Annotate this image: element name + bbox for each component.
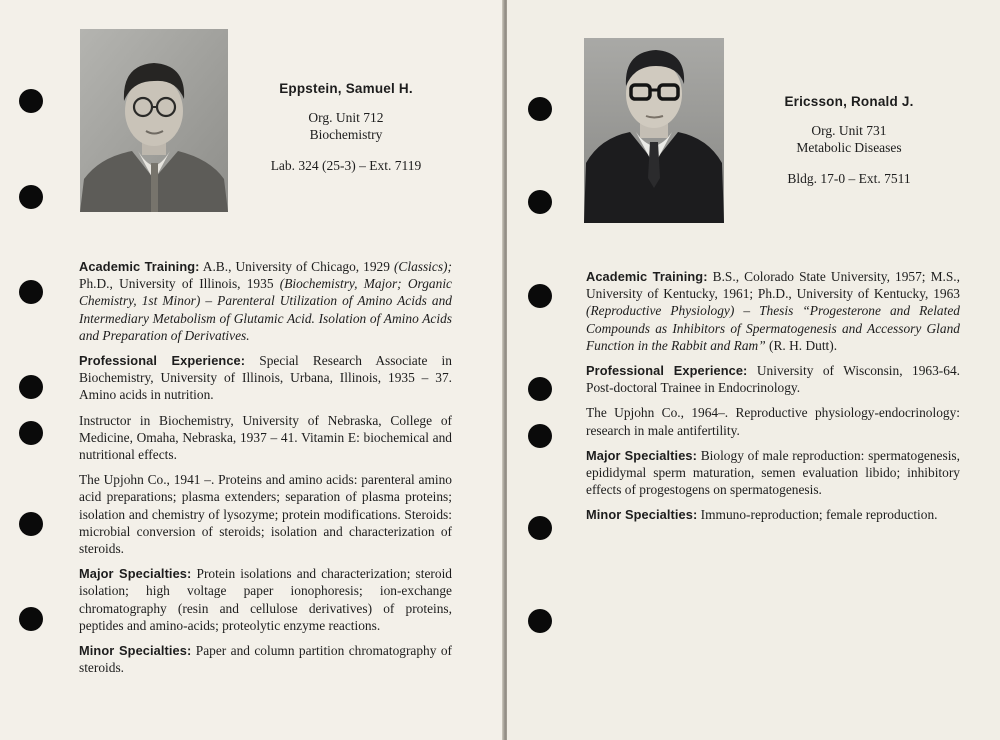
person-header bbox=[246, 80, 446, 174]
binder-hole bbox=[528, 97, 552, 121]
person-name: Eppstein, Samuel H. bbox=[279, 81, 413, 96]
location-extension: Bldg. 17-0 – Ext. 7511 bbox=[787, 171, 911, 186]
biography bbox=[79, 258, 452, 684]
academic-training: Academic Training: B.S., Colorado State University, 1957; M.S., University of Kentucky, 1961; Ph.D., University of Kentucky, 1963 (Reproductive Physiology) – Thesis “Progesterone and Related Compounds as Inhibitors of Spermatogenesis and Accessory Gland Function in the Rabbit and Ram” (R. H. Dutt). bbox=[586, 269, 960, 353]
binder-hole bbox=[19, 421, 43, 445]
binder-hole bbox=[528, 284, 552, 308]
org-unit: Org. Unit 731 bbox=[811, 123, 887, 138]
professional-experience-entry: The Upjohn Co., 1941 –. Proteins and amino acids: parenteral amino acid preparations; plasma extenders; separation of plasma proteins; isolation and chemistry of lysozyme; protein modifications. Steroids: microbial conversion of steroids; isolation and characterization of steroids. bbox=[79, 472, 452, 557]
section-label: Minor Specialties: bbox=[79, 643, 192, 659]
minor-specialties: Minor Specialties: Paper and column partition chromatography of steroids. bbox=[79, 643, 452, 676]
professional-experience-entry: Instructor in Biochemistry, University of Nebraska, College of Medicine, Omaha, Nebraska, 1937 – 41. Vitamin E: biochemical and nutritional effects. bbox=[79, 412, 452, 463]
portrait-photo bbox=[80, 29, 228, 212]
org-unit: Org. Unit 712 bbox=[308, 110, 384, 125]
person-header bbox=[749, 93, 949, 187]
professional-experience-entry: The Upjohn Co., 1964–. Reproductive physiology-endocrinology: research in male antifertility. bbox=[586, 405, 960, 438]
section-label: Minor Specialties: bbox=[586, 507, 698, 523]
department: Metabolic Diseases bbox=[796, 140, 902, 155]
binder-hole bbox=[19, 512, 43, 536]
professional-experience: Professional Experience: University of Wisconsin, 1963-64. Post-doctoral Trainee in Endocrinology. bbox=[586, 363, 960, 396]
section-label: Academic Training: bbox=[586, 269, 708, 284]
location-extension: Lab. 324 (25-3) – Ext. 7119 bbox=[270, 158, 422, 173]
department: Biochemistry bbox=[309, 127, 383, 142]
person-name: Ericsson, Ronald J. bbox=[784, 94, 914, 109]
binder-hole bbox=[19, 607, 43, 631]
section-label: Major Specialties: bbox=[79, 566, 192, 582]
portrait-photo bbox=[584, 38, 724, 223]
binder-hole bbox=[19, 89, 43, 113]
minor-specialties: Minor Specialties: Immuno-reproduction; female reproduction. bbox=[586, 507, 938, 523]
binder-hole bbox=[19, 375, 43, 399]
binder-hole bbox=[528, 424, 552, 448]
professional-experience: Professional Experience: Special Research Associate in Biochemistry, University of Illinois, Urbana, Illinois, 1935 – 37. Amino acids in nutrition. bbox=[79, 353, 452, 403]
binder-hole bbox=[19, 280, 43, 304]
binder-hole bbox=[528, 377, 552, 401]
biography bbox=[586, 268, 960, 532]
major-specialties: Major Specialties: Protein isolations and characterization; steroid isolation; high voltage paper ionophoresis; ion-exchange chromatography (resin and cellulose derivatives) of proteins, peptides and amino-acids; proteolytic enzyme reactions. bbox=[79, 566, 452, 633]
section-label: Professional Experience: bbox=[586, 363, 748, 379]
binder-hole bbox=[528, 190, 552, 214]
binder-hole bbox=[528, 609, 552, 633]
section-label: Major Specialties: bbox=[586, 447, 697, 463]
right-page bbox=[507, 0, 1000, 740]
binder-hole bbox=[528, 516, 552, 540]
major-specialties: Major Specialties: Biology of male reproduction: spermatogenesis, epididymal sperm maturation, semen evaluation libido; inhibitory effects of progestogens on spermatogenesis. bbox=[586, 447, 960, 498]
section-label: Professional Experience: bbox=[79, 353, 246, 369]
academic-training: Academic Training: A.B., University of Chicago, 1929 (Classics); Ph.D., University of Illinois, 1935 (Biochemistry, Major; Organic Chemistry, 1st Minor) – Parenteral Utilization of Amino Acids and Intermediary Metabolism of Glutamic Acid. Isolation of Amino Acids and Preparation of Derivatives. bbox=[79, 259, 452, 343]
section-label: Academic Training: bbox=[79, 259, 200, 274]
binder-hole bbox=[19, 185, 43, 209]
